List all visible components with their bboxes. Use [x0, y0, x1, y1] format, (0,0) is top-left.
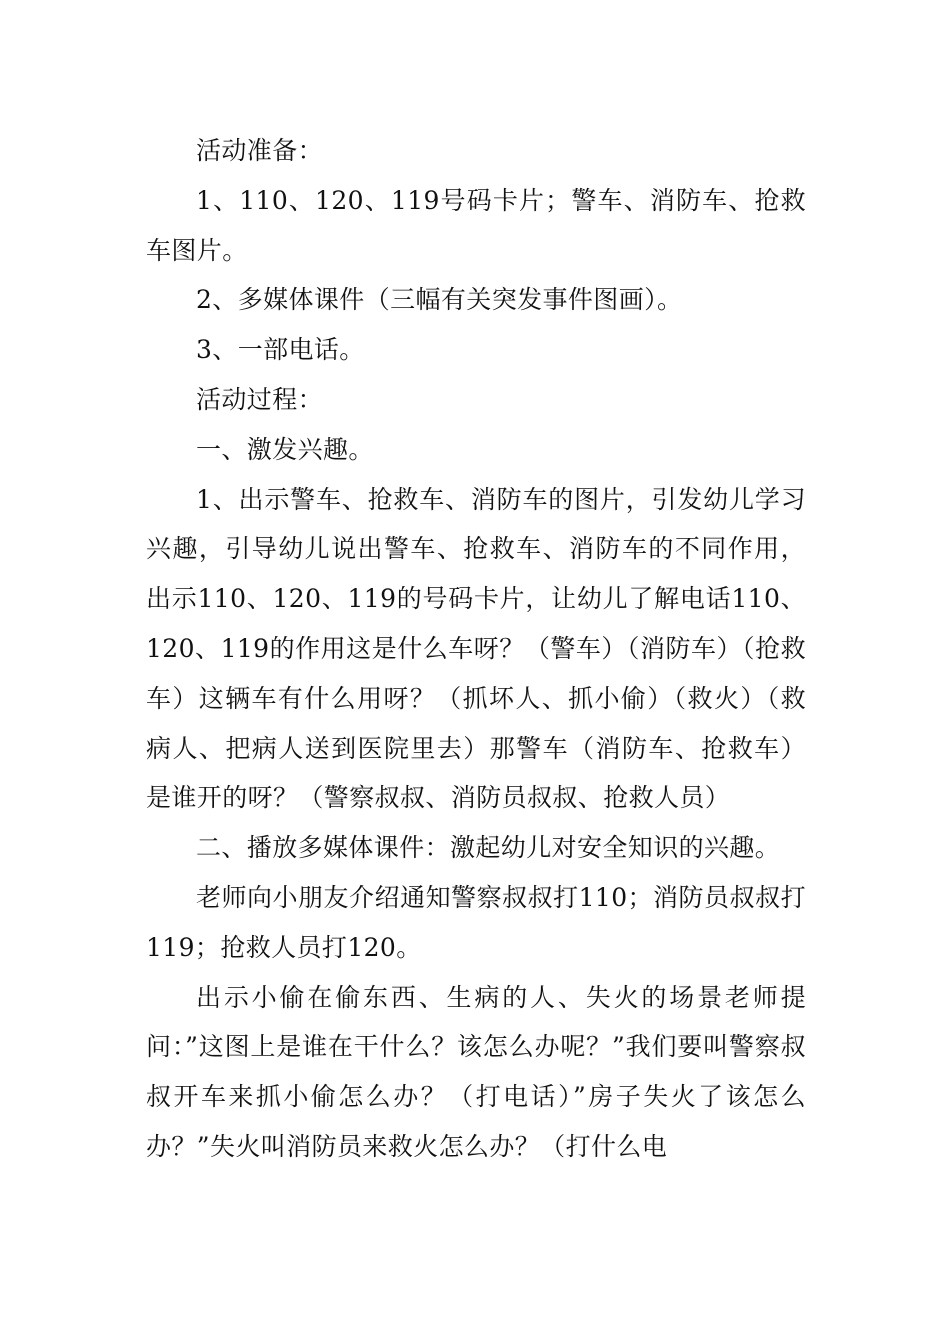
paragraph-prep-item-1: 1、110、120、119号码卡片；警车、消防车、抢救车图片。	[146, 185, 806, 265]
document-body	[146, 126, 806, 1172]
paragraph-process-heading: 活动过程：	[196, 384, 324, 414]
paragraph-section-1-item-1: 1、出示警车、抢救车、消防车的图片，引发幼儿学习兴趣，引导幼儿说出警车、抢救车、消防车的不同作用，出示110、120、119的号码卡片，让幼儿了解电话110、120、119的作用这是什么车呀？（警车）（消防车）（抢救车）这辆车有什么用呀？（抓坏人、抓小偷）（救火）（救病人、把病人送到医院里去）那警车（消防车、抢救车）是谁开的呀？（警察叔叔、消防员叔叔、抢救人员）	[146, 484, 806, 813]
paragraph-section-2-scene: 出示小偷在偷东西、生病的人、失火的场景老师提问：”这图上是谁在干什么？该怎么办呢？”我们要叫警察叔叔开车来抓小偷怎么办？（打电话）”房子失火了该怎么办？”失火叫消防员来救火怎么办？（打什么电	[146, 982, 806, 1161]
paragraph-prep-item-2: 2、多媒体课件（三幅有关突发事件图画）。	[196, 285, 683, 315]
paragraph-section-2-heading: 二、播放多媒体课件：激起幼儿对安全知识的兴趣。	[196, 833, 781, 863]
paragraph-prep-item-3: 3、一部电话。	[196, 335, 365, 365]
paragraph-section-1-heading: 一、激发兴趣。	[196, 434, 374, 464]
paragraph-preparation-heading: 活动准备：	[196, 136, 324, 165]
paragraph-section-2-intro: 老师向小朋友介绍通知警察叔叔打110；消防员叔叔打119；抢救人员打120。	[146, 882, 806, 962]
